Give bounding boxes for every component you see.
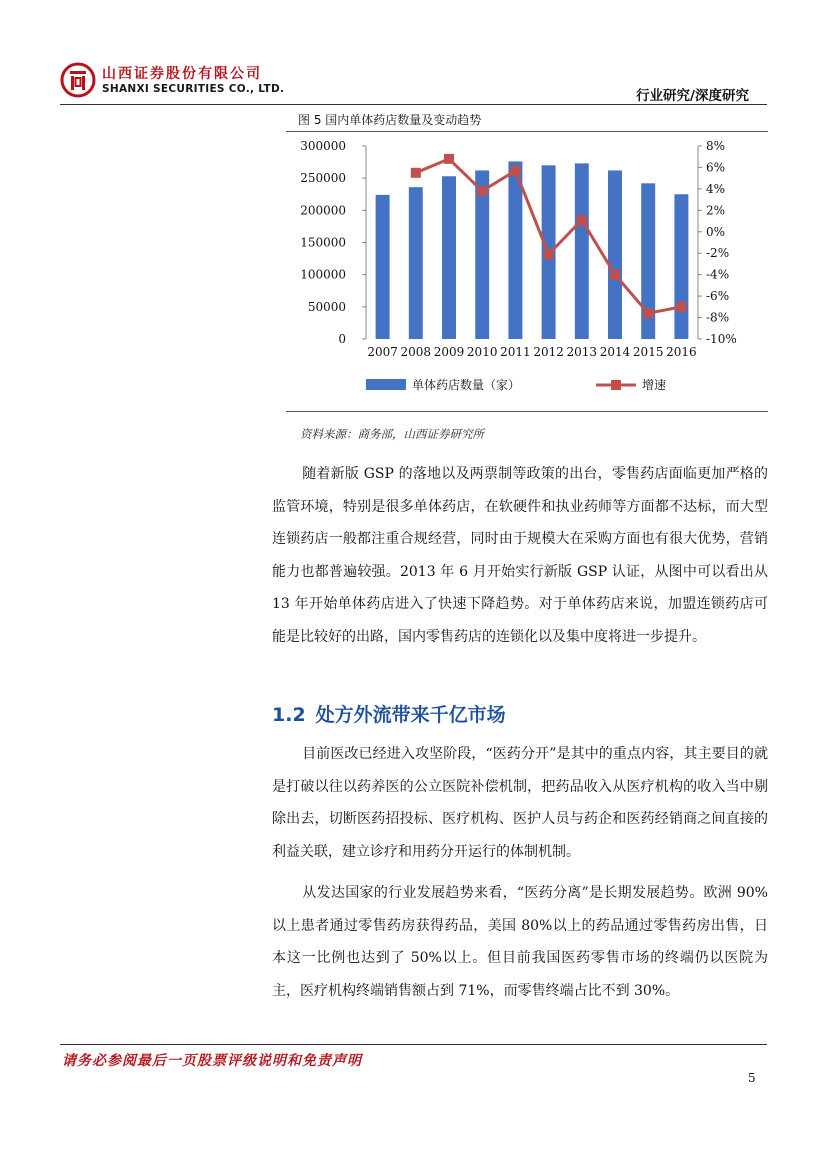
right-tick-label: -10%: [706, 332, 737, 346]
growth-point: [643, 308, 653, 318]
report-type: 行业研究/深度研究: [636, 88, 749, 104]
right-tick-label: -6%: [706, 289, 730, 304]
legend-bar-swatch: [366, 379, 406, 390]
paragraph-2-text: 目前医改已经进入攻坚阶段，“医药分开”是其中的重点内容，其主要目的就是打破以往以药养医的公立医院补偿机制，把药品收入从医疗机构的收入当中剔除出去，切断医药招投标、医疗机构、医护人员与药企和医药经销商之间直接的利益关联，建立诊疗和用药分开运行的体制机制。: [272, 746, 768, 860]
company-logo-icon: [60, 62, 96, 98]
left-tick-label: 50000: [307, 299, 346, 314]
x-tick-label: 2010: [466, 345, 498, 359]
left-tick-label: 150000: [300, 235, 346, 250]
x-tick-label: 2012: [533, 345, 564, 359]
chart: [286, 134, 768, 408]
bar: [575, 163, 589, 339]
bar: [442, 176, 456, 339]
footer-disclaimer: 请务必参阅最后一页股票评级说明和免责声明: [62, 1053, 362, 1069]
figure-top-rule: [286, 131, 768, 132]
growth-point: [544, 249, 554, 259]
right-tick-label: 6%: [706, 160, 726, 175]
x-tick-label: 2011: [500, 345, 531, 359]
x-tick-label: 2009: [433, 345, 465, 359]
paragraph-1: [272, 458, 768, 653]
bar: [608, 170, 622, 339]
left-tick-label: 0: [338, 332, 346, 346]
x-tick-label: 2008: [400, 345, 432, 359]
bar: [674, 194, 688, 339]
bar: [376, 195, 390, 339]
growth-point: [477, 186, 487, 196]
growth-point: [676, 302, 686, 312]
right-tick-label: 0%: [706, 224, 726, 239]
left-tick-label: 100000: [300, 267, 346, 282]
x-tick-label: 2016: [666, 345, 697, 359]
right-tick-label: -8%: [706, 310, 730, 325]
x-tick-label: 2015: [632, 345, 664, 359]
bar: [409, 187, 423, 339]
figure-title: 图 5 国内单体药店数量及变动趋势: [298, 113, 482, 127]
growth-point: [577, 215, 587, 225]
right-tick-label: 8%: [706, 139, 726, 153]
section-title: 处方外流带来千亿市场: [315, 704, 506, 726]
x-tick-label: 2013: [566, 345, 598, 359]
footer-divider: [60, 1044, 767, 1045]
header-divider: [60, 104, 767, 105]
company-name-en: SHANXI SECURITIES CO., LTD.: [102, 83, 285, 95]
growth-point: [510, 166, 520, 176]
right-tick-label: -4%: [706, 267, 730, 282]
growth-point: [411, 168, 421, 178]
bar: [508, 161, 522, 339]
page-number: 5: [748, 1071, 756, 1085]
paragraph-3-text: 从发达国家的行业发展趋势来看，“医药分离”是长期发展趋势。欧洲 90%以上患者通过零售药房获得药品，美国 80%以上的药品通过零售药房出售，日本这一比例也达到了 50%以上。但目前我国医药零售市场的终端仍以医院为主，医疗机构终端销售额占到 71%，而零售终端占比不到 30%。: [272, 885, 768, 999]
legend-line-label: 增速: [642, 378, 667, 392]
right-tick-label: 4%: [706, 181, 726, 196]
section-heading: [272, 700, 506, 727]
left-tick-label: 200000: [300, 203, 346, 218]
x-tick-label: 2014: [599, 345, 631, 359]
paragraph-2: [272, 738, 768, 868]
legend-bar-label: 单体药店数量（家）: [412, 378, 521, 392]
company-name-cn: 山西证券股份有限公司: [102, 66, 262, 82]
paragraph-3: [272, 877, 768, 1007]
paragraph-1-text: 随着新版 GSP 的落地以及两票制等政策的出台，零售药店面临更加严格的监管环境，特别是很多单体药店，在软硬件和执业药师等方面都不达标，而大型连锁药店一般都注重合规经营，同时由于规模大在采购方面也有很大优势，营销能力也都普遍较强。2013 年 6 月开始实行新版 GSP 认证，从图中可以看出从 13 年开始单体药店进入了快速下降趋势。对于单体药店来说，加盟连锁药店可能是比较好的出路，国内零售药店的连锁化以及集中度将进一步提升。: [272, 466, 768, 645]
x-tick-label: 2007: [367, 345, 398, 359]
left-tick-label: 250000: [300, 171, 346, 186]
growth-point: [444, 154, 454, 164]
figure-bottom-rule: [286, 411, 768, 412]
right-tick-label: 2%: [706, 203, 726, 218]
section-number: 1.2: [272, 704, 306, 726]
figure-source: 资料来源：商务部，山西证券研究所: [300, 427, 484, 441]
right-tick-label: -2%: [706, 246, 730, 261]
growth-point: [610, 270, 620, 280]
legend-line-marker: [611, 380, 621, 390]
left-tick-label: 300000: [300, 139, 346, 153]
